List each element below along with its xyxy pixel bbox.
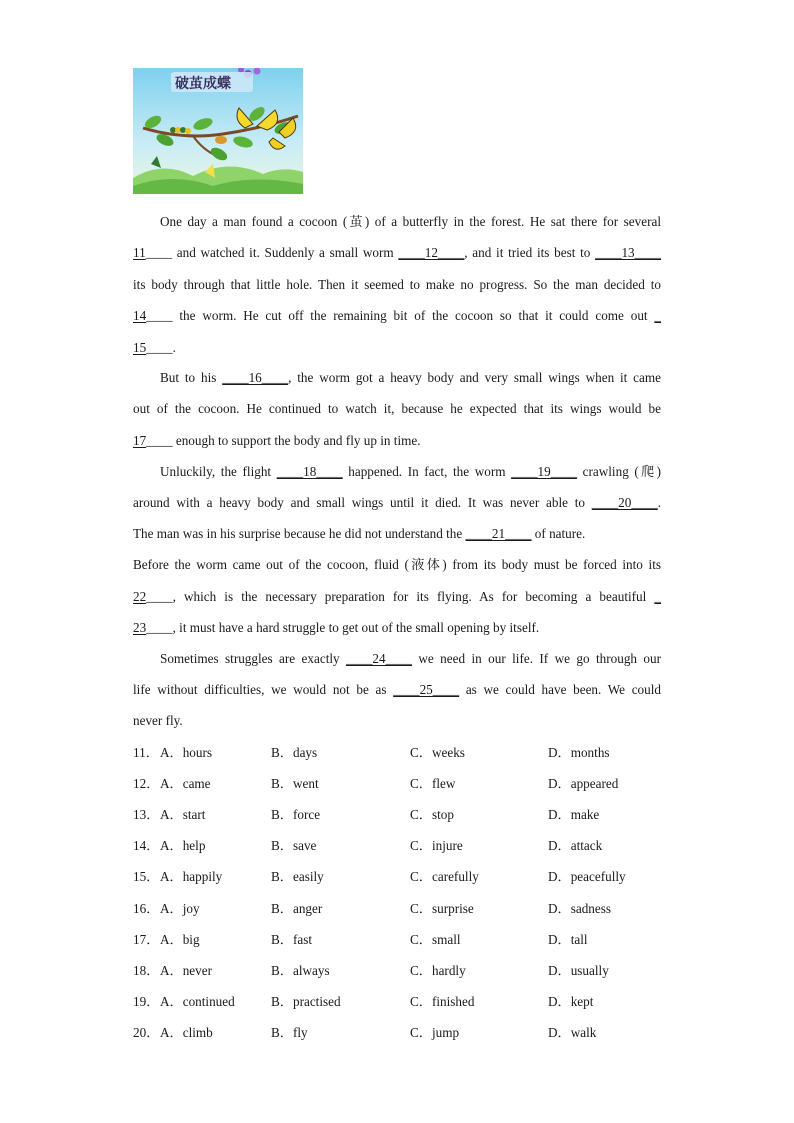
blank-17: 17 xyxy=(133,433,147,448)
option-a: A．happily xyxy=(160,869,223,884)
option-d: D．tall xyxy=(548,932,588,947)
illustration-title: 破茧成蝶 xyxy=(175,76,231,92)
option-a: A．joy xyxy=(160,901,200,916)
option-d: D．kept xyxy=(548,994,594,1009)
question-number: 19． xyxy=(133,994,160,1009)
question-number: 14． xyxy=(133,838,160,853)
passage-line: around with a heavy body and small wings until it died. It was never able to ____20____. xyxy=(133,495,661,510)
blank-21: ____21____ xyxy=(465,526,532,541)
passage-line: But to his ____16____, the worm got a heavy body and very small wings when it came xyxy=(160,370,661,385)
option-b: B．always xyxy=(271,963,330,978)
question-number: 13． xyxy=(133,807,160,822)
option-a: A．hours xyxy=(160,745,213,760)
option-c: C．jump xyxy=(410,1025,460,1040)
passage-line: 22____, which is the necessary preparation for its flying. As for becoming a beautiful _ xyxy=(133,589,661,604)
option-a: A．continued xyxy=(160,994,235,1009)
butterfly-illustration xyxy=(133,68,303,194)
blank-24: ____24____ xyxy=(346,651,412,666)
passage-line: One day a man found a cocoon (茧) of a butterfly in the forest. He sat there for several xyxy=(160,214,661,229)
passage-line: 15____. xyxy=(133,340,176,355)
option-c: C．hardly xyxy=(410,963,466,978)
question-number: 18． xyxy=(133,963,160,978)
passage-line: The man was in his surprise because he did not understand the ____21____ of nature. xyxy=(133,526,586,541)
option-c: C．injure xyxy=(410,838,463,853)
option-c: C．small xyxy=(410,932,461,947)
option-d: D．months xyxy=(548,745,610,760)
blank-18: ____18____ xyxy=(276,464,343,479)
blank-11: 11 xyxy=(133,245,146,260)
blank-13: ____13____ xyxy=(595,245,661,260)
question-number: 16． xyxy=(133,901,160,916)
option-a: A．came xyxy=(160,776,211,791)
passage-line: 11____ and watched it. Suddenly a small worm ____12____, and it tried its best to ____13____ xyxy=(133,245,661,260)
blank-14: 14 xyxy=(133,308,147,323)
passage-line: 14____ the worm. He cut off the remaining bit of the cocoon so that it could come out _ xyxy=(133,308,661,323)
blank-20: ____20____ xyxy=(591,495,658,510)
passage-line: Before the worm came out of the cocoon, fluid (液体) from its body must be forced into its xyxy=(133,557,661,572)
option-c: C．weeks xyxy=(410,745,465,760)
option-d: D．usually xyxy=(548,963,609,978)
passage-line: Sometimes struggles are exactly ____24____ we need in our life. If we go through our xyxy=(160,651,661,666)
passage-line: 23____, it must have a hard struggle to get out of the small opening by itself. xyxy=(133,620,540,635)
option-a: A．big xyxy=(160,932,200,947)
option-d: D．sadness xyxy=(548,901,612,916)
option-b: B．went xyxy=(271,776,319,791)
option-c: C．surprise xyxy=(410,901,474,916)
option-b: B．easily xyxy=(271,869,324,884)
option-c: C．flew xyxy=(410,776,456,791)
option-d: D．make xyxy=(548,807,600,822)
option-c: C．finished xyxy=(410,994,475,1009)
option-b: B．save xyxy=(271,838,317,853)
blank-16: ____16____ xyxy=(222,370,289,385)
blank-22: 22 xyxy=(133,589,147,604)
option-a: A．help xyxy=(160,838,206,853)
passage-line: out of the cocoon. He continued to watch it, because he expected that its wings would be xyxy=(133,401,661,416)
passage-line: life without difficulties, we would not be as ____25____ as we could have been. We could xyxy=(133,682,661,697)
passage-line: never fly. xyxy=(133,713,183,728)
option-d: D．appeared xyxy=(548,776,619,791)
blank-12: ____12____ xyxy=(398,245,465,260)
question-number: 12． xyxy=(133,776,160,791)
option-b: B．force xyxy=(271,807,321,822)
passage-line: its body through that little hole. Then it seemed to make no progress. So the man decided to xyxy=(133,277,661,292)
option-b: B．anger xyxy=(271,901,323,916)
option-d: D．walk xyxy=(548,1025,597,1040)
blank-23: 23 xyxy=(133,620,147,635)
question-number: 20． xyxy=(133,1025,160,1040)
option-c: C．stop xyxy=(410,807,454,822)
option-d: D．peacefully xyxy=(548,869,626,884)
blank-19: ____19____ xyxy=(511,464,578,479)
passage-line: Unluckily, the flight ____18____ happened. In fact, the worm ____19____ crawling (爬) xyxy=(160,464,662,479)
option-d: D．attack xyxy=(548,838,603,853)
question-number: 17． xyxy=(133,932,160,947)
question-number: 11． xyxy=(133,745,159,760)
question-number: 15． xyxy=(133,869,160,884)
option-b: B．fly xyxy=(271,1025,308,1040)
option-b: B．days xyxy=(271,745,318,760)
option-a: A．never xyxy=(160,963,212,978)
blank-25: ____25____ xyxy=(393,682,460,697)
option-c: C．carefully xyxy=(410,869,479,884)
option-a: A．climb xyxy=(160,1025,213,1040)
blank-15: 15 xyxy=(133,340,147,355)
passage-line: 17____ enough to support the body and fly up in time. xyxy=(133,433,421,448)
option-a: A．start xyxy=(160,807,206,822)
option-b: B．practised xyxy=(271,994,341,1009)
option-b: B．fast xyxy=(271,932,313,947)
